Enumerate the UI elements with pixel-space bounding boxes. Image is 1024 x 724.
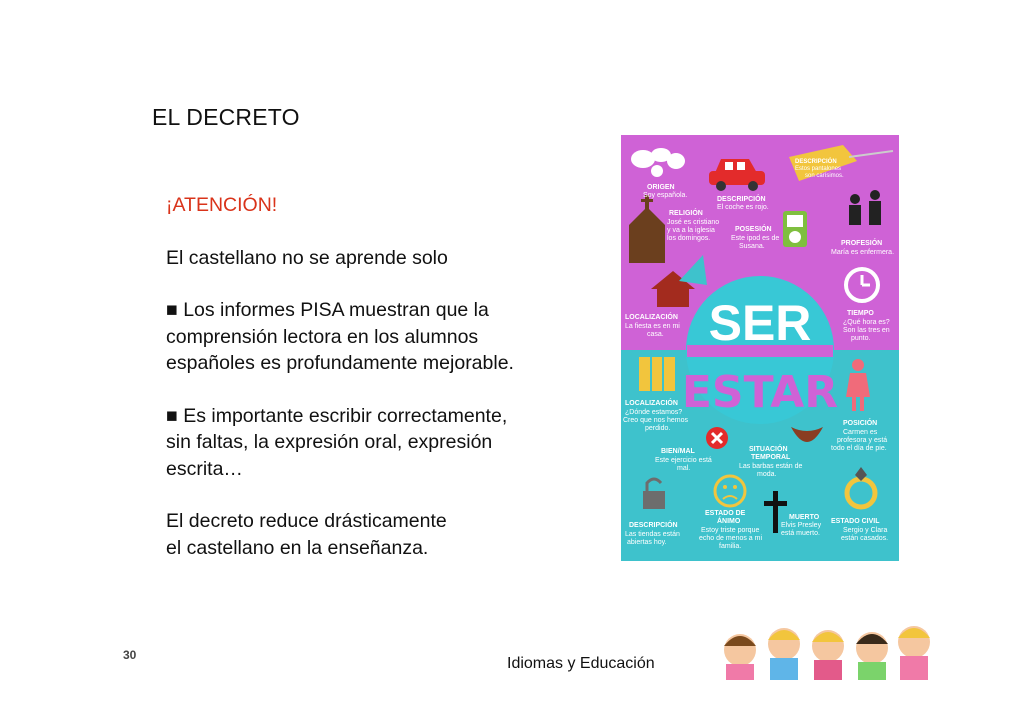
ser-estar-infographic [621,135,899,561]
bullet-writing-line: escrita… [166,457,243,480]
estar-label: ESTAR [681,367,839,418]
label-body: Soy española. [643,192,688,199]
label-body: TEMPORAL [751,454,791,461]
label-body: Este ipod es de [731,235,780,242]
label-body: ¿Dónde estamos? [625,409,683,416]
label-body: Sergio y Clara [843,527,888,534]
bullet-square: ■ [166,299,178,321]
slide-body [166,192,586,561]
label-head: ORIGEN [647,184,675,191]
bullet-pisa-line: comprensión lectora en los alumnos [166,325,479,348]
label-body: abiertas hoy. [627,539,667,546]
label-body: ÁNIMO [717,518,741,525]
label-head: ESTADO CIVIL [831,518,880,525]
label-body: Estos pantalones [795,166,842,172]
label-body: Elvis Presley [781,522,822,529]
label-body: están casados. [841,535,889,542]
label-body: mal. [677,465,691,472]
label-body: está muerto. [781,530,820,537]
label-head: DESCRIPCIÓN [717,196,766,203]
label-body: moda. [757,471,777,478]
label-body: Creo que nos hemos [623,417,688,424]
label-head: PROFESIÓN [841,240,883,247]
label-body: José es cristiano [667,219,720,226]
label-head: DESCRIPCIÓN [795,159,837,165]
ipod-icon [783,211,807,247]
label-head: SITUACIÓN [749,446,788,453]
slide-title: EL DECRETO [152,104,300,130]
child-figure [724,634,756,680]
child-figure [812,630,844,680]
label-body: Estoy triste porque [701,527,760,534]
bullet-pisa-line: españoles es profundamente mejorable. [166,352,514,374]
bullet-writing [166,403,586,430]
bullet-writing-line: sin faltas, la expresión oral, expresión [166,431,493,453]
label-body: perdido. [645,425,671,432]
children-illustration [718,612,934,680]
footer-text: Idiomas y Educación [507,655,655,672]
label-body: son carísimos. [805,173,844,179]
wrong-cross-icon [706,427,728,449]
bullet-writing-line: Es importante escribir correctamente, [183,404,508,427]
child-figure [768,628,800,680]
bullet-square: ■ [166,404,178,427]
label-body: Carmen es [843,429,878,436]
label-body: María es enfermera. [831,249,895,256]
attention-heading: ¡ATENCIÓN! [166,194,278,216]
label-body: Susana. [739,243,765,250]
closing-line: el castellano en la enseñanza. [166,536,429,559]
label-body: echo de menos a mi [699,535,763,542]
label-body: casa. [647,331,664,338]
label-head: POSESIÓN [735,226,772,233]
label-body: Este ejercicio está [655,457,712,464]
label-body: Las tiendas están [625,531,680,538]
label-body: familia. [719,543,742,550]
label-head: MUERTO [789,514,820,521]
closing-line: El decreto reduce drásticamente [166,510,447,532]
bullet-pisa [166,297,586,324]
label-body: punto. [851,335,871,342]
label-body: todo el día de pie. [831,445,887,452]
ser-label: SER [708,295,812,351]
label-body: los domingos. [667,235,711,242]
label-body: El coche es rojo. [717,204,769,211]
label-head: DESCRIPCIÓN [629,522,678,529]
child-figure [856,632,888,680]
label-body: profesora y está [837,437,888,444]
label-head: ESTADO DE [705,510,746,517]
label-head: POSICIÓN [843,420,878,427]
map-icon [639,357,675,391]
label-body: y va a la iglesia [667,227,715,234]
label-head: BIEN/MAL [661,448,695,455]
label-head: RELIGIÓN [669,210,703,217]
label-body: Las barbas están de [739,463,803,470]
label-head: LOCALIZACIÓN [625,314,678,321]
label-head: LOCALIZACIÓN [625,400,678,407]
label-body: ¿Qué hora es? [843,319,890,326]
bullet-pisa-line: Los informes PISA muestran que la [183,299,489,321]
child-figure [898,626,930,680]
page-number: 30 [123,648,137,662]
label-body: La fiesta es en mi [625,323,680,330]
label-descripcion-coche [717,194,769,211]
label-body: Son las tres en [843,327,890,334]
intro-line: El castellano no se aprende solo [166,246,448,269]
label-head: TIEMPO [847,310,874,317]
